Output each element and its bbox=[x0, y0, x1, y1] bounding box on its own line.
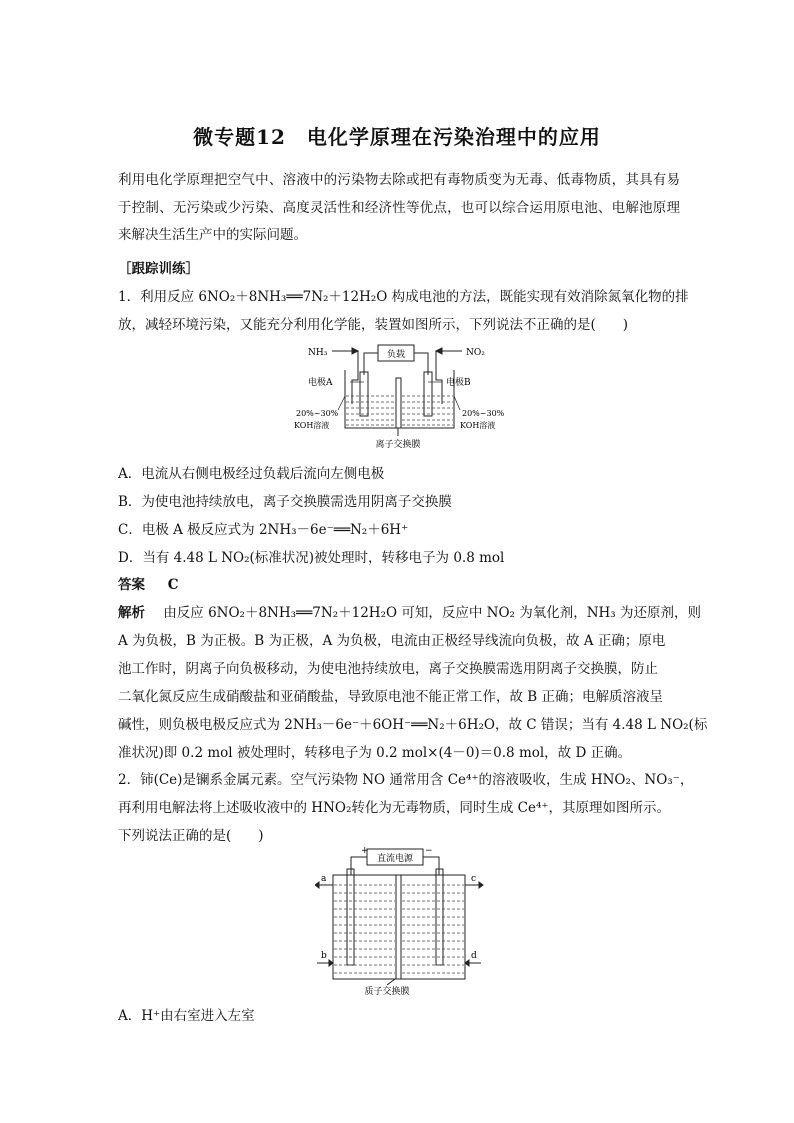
q1-stem-line-2: 放，减轻环境污染，又能充分利用化学能，装置如图所示，下列说法不正确的是( ) bbox=[118, 317, 629, 333]
analysis-text-1: 由反应 6NO₂＋8NH₃══7N₂＋12H₂O 可知，反应中 NO₂ 为氧化剂，NH₃ 为还原剂，则 bbox=[163, 605, 702, 621]
q1-analysis-line-3: 池工作时，阴离子向负极移动，为使电池持续放电，离子交换膜需选用阴离子交换膜，防止 bbox=[118, 661, 658, 677]
q1-analysis-line-2: A 为负极，B 为正极。B 为正极，A 为负极，电流由正极经导线流向负极，故 A 正确；原电 bbox=[118, 633, 666, 649]
q2-stem-line-1: 2．铈(Ce)是镧系金属元素。空气污染物 NO 通常用含 Ce⁴⁺的溶液吸收，生成 HNO₂、NO₃⁻， bbox=[118, 772, 694, 788]
load-label: 负载 bbox=[386, 350, 406, 360]
q1-option-a: A．电流从右侧电极经过负载后流向左侧电极 bbox=[118, 466, 385, 482]
q1-analysis-line-6: 准状况)即 0.2 mol 被处理时，转移电子为 0.2 mol×(4－0)＝0.8 mol，故 D 正确。 bbox=[118, 745, 632, 761]
koh-pct-left: 20%~30% bbox=[296, 409, 339, 418]
answer-value: C bbox=[167, 577, 179, 593]
page-title: 微专题12 电化学原理在污染治理中的应用 bbox=[193, 125, 601, 149]
plus-sign: + bbox=[361, 846, 369, 856]
label-d: d bbox=[471, 951, 477, 961]
proton-exchange-membrane bbox=[396, 875, 401, 979]
label-c: c bbox=[471, 874, 477, 884]
label-b: b bbox=[321, 951, 327, 961]
proton-membrane-label: 质子交换膜 bbox=[364, 987, 410, 995]
q1-answer bbox=[118, 573, 688, 593]
q1-stem-line-1: 1．利用反应 6NO₂＋8NH₃══7N₂＋12H₂O 构成电池的方法，既能实现有效消除氮氧化物的排 bbox=[118, 289, 689, 305]
minus-sign: − bbox=[425, 846, 433, 856]
electrode-a-label: 电极A bbox=[308, 378, 333, 388]
q1-option-d: D．当有 4.48 L NO₂(标准状况)被处理时，转移电子为 0.8 mol bbox=[118, 550, 505, 566]
koh-right: KOH溶液 bbox=[460, 421, 496, 430]
analysis-label: 解析 bbox=[118, 605, 145, 621]
q2-stem-line-3: 下列说法正确的是( ) bbox=[118, 828, 264, 844]
q1-cell-diagram bbox=[290, 340, 510, 455]
answer-label: 答案 bbox=[118, 577, 145, 593]
ion-exchange-membrane bbox=[396, 378, 401, 428]
no2-label: NO₂ bbox=[466, 348, 485, 358]
q1-analysis-line-5: 碱性，则负极电极反应式为 2NH₃－6e⁻＋6OH⁻══N₂＋6H₂O，故 C 错误；当有 4.48 L NO₂(标 bbox=[118, 717, 708, 733]
q2-option-a: A．H⁺由右室进入左室 bbox=[118, 1008, 255, 1024]
q2-stem-line-2: 再利用电解法将上述吸收液中的 HNO₂转化为无毒物质，同时生成 Ce⁴⁺，其原理如图所示。 bbox=[118, 800, 671, 816]
electrode-b-label: 电极B bbox=[446, 378, 471, 388]
q1-option-c: C．电极 A 极反应式为 2NH₃－6e⁻══N₂＋6H⁺ bbox=[118, 522, 409, 538]
q2-electrolysis-diagram bbox=[315, 845, 485, 995]
q1-analysis-line-4: 二氧化氮反应生成硝酸盐和亚硝酸盐，导致原电池不能正常工作，故 B 正确；电解质溶液呈 bbox=[118, 689, 664, 705]
koh-left: KOH溶液 bbox=[294, 421, 330, 430]
q1-analysis-line-1 bbox=[118, 601, 702, 621]
koh-pct-right: 20%~30% bbox=[462, 409, 505, 418]
q1-option-b: B．为使电池持续放电，离子交换膜需选用阴离子交换膜 bbox=[118, 494, 452, 510]
intro-paragraph: 利用电化学原理把空气中、溶液中的污染物去除或把有毒物质变为无毒、低毒物质，其具有易于控制、无污染或少污染、高度灵活性和经济性等优点，也可以综合运用原电池、电解池原理来解决生活生产中的实际问题。 bbox=[118, 172, 680, 243]
membrane-label: 离子交换膜 bbox=[375, 440, 421, 450]
dc-power-label: 直流电源 bbox=[376, 854, 414, 864]
label-a: a bbox=[321, 874, 327, 884]
section-heading: ［跟踪训练］ bbox=[118, 261, 199, 277]
nh3-label: NH₃ bbox=[308, 348, 328, 358]
